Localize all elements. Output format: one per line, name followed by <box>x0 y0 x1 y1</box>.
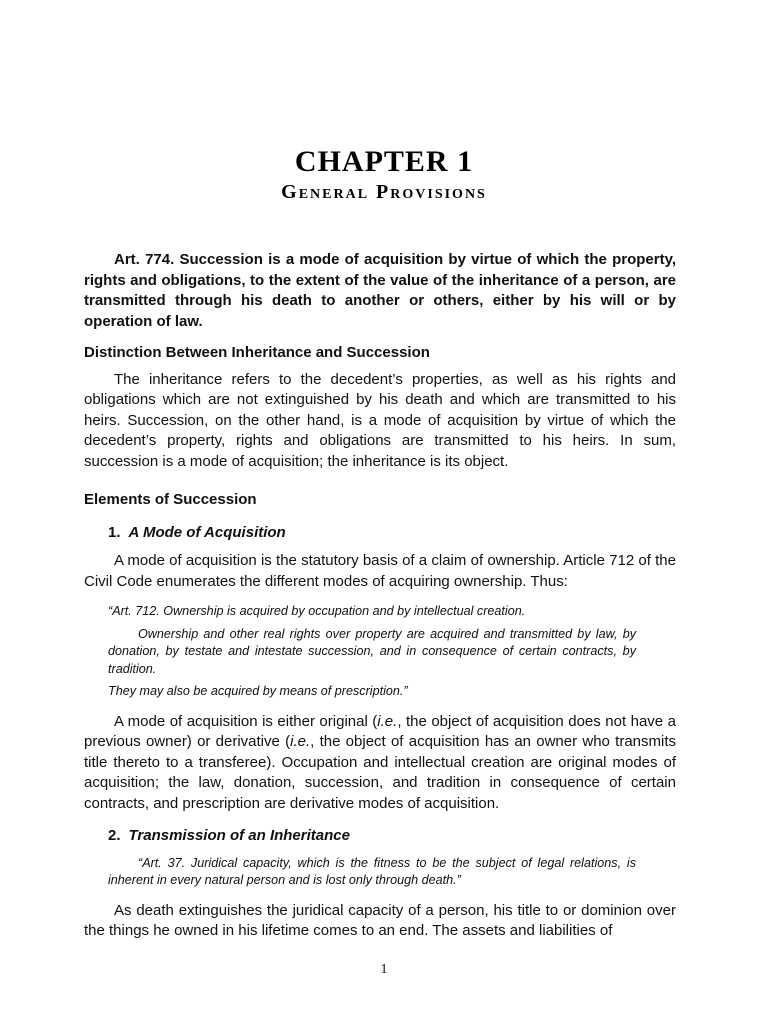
document-body <box>84 250 676 953</box>
element-1-explanation <box>84 712 676 815</box>
section-heading-distinction: Distinction Between Inheritance and Succession <box>84 344 430 361</box>
chapter-subtitle: General Provisions <box>281 181 487 203</box>
element-2-title: Transmission of an Inheritance <box>128 827 350 844</box>
quote-art-712-line-3: They may also be acquired by means of prescription.” <box>108 684 408 698</box>
element-1-heading <box>108 523 676 544</box>
chapter-title: CHAPTER 1 <box>294 145 474 178</box>
explanation-part-1: A mode of acquisition is either original ( <box>114 712 378 730</box>
ie-1: i.e. <box>377 712 398 730</box>
quote-art-712-line-1: “Art. 712. Ownership is acquired by occupation and by intellectual creation. <box>108 604 526 618</box>
element-2-paragraph: As death extinguishes the juridical capacity of a person, his title to or dominion over the things he owned in his lifetime comes to an end. The assets and liabilities of <box>84 901 676 939</box>
element-2-number: 2. <box>108 827 121 844</box>
element-1-title: A Mode of Acquisition <box>128 523 286 541</box>
ie-2: i.e. <box>290 733 311 750</box>
distinction-paragraph: The inheritance refers to the decedent’s properties, as well as his rights and obligations which are not extinguished by his death and which are transmitted to his heirs. Succession, on the other hand, is a mode of acquisition by virtue of which the decedent’s property, rights and obligations are transmitted to his heirs. In sum, succession is a mode of acquisition; the inheritance is its object. <box>84 370 676 470</box>
explanation-part-3: , the object of acquisition has an owner who transmits title thereto to a transferee). Occupation and intellectual creation are original modes of acquisition; the law, donation, succession, and tradition in consequence of certain contracts, and prescription are derivative modes of acquisition. <box>84 733 676 812</box>
article-774: Art. 774. Succession is a mode of acquisition by virtue of which the property, rights and obligations, to the extent of the value of the inheritance of a person, are transmitted through his death to another or others, either by his will or by operation of law. <box>84 251 676 330</box>
element-1-intro: A mode of acquisition is the statutory basis of a claim of ownership. Article 712 of the Civil Code enumerates the different modes of acquiring ownership. Thus: <box>84 552 676 590</box>
element-2-heading <box>108 826 676 847</box>
explanation-part-2: , the object of acquisition does not have a previous owner) or derivative ( <box>84 712 676 750</box>
quote-art-712-line-2: Ownership and other real rights over property are acquired and transmitted by law, by donation, by testate and intestate succession, and in consequence of certain contracts, by tradition. <box>108 626 636 676</box>
quote-art-37: “Art. 37. Juridical capacity, which is the fitness to be the subject of legal relations, is inherent in every natural person and is lost only through death.” <box>108 855 636 887</box>
page-number: 1 <box>380 962 388 977</box>
section-heading-elements: Elements of Succession <box>84 491 257 508</box>
element-1-number: 1. <box>108 523 121 541</box>
